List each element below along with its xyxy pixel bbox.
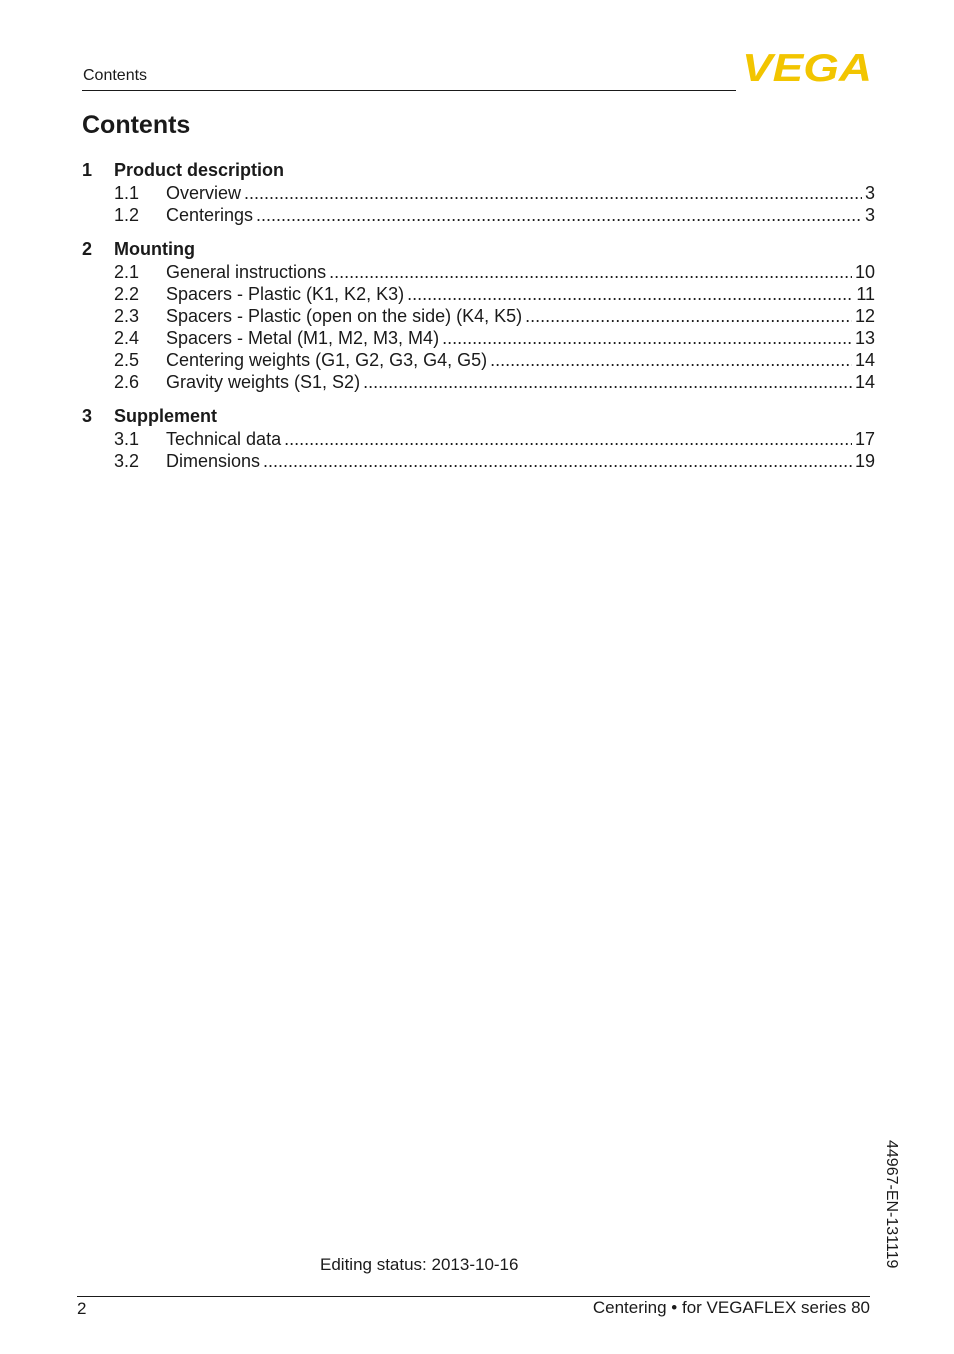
entry-page: 14 — [854, 372, 875, 392]
toc-entry[interactable] — [82, 183, 875, 205]
running-header: Contents — [83, 67, 148, 84]
entry-title: Technical data — [166, 429, 282, 449]
toc-entry[interactable] — [82, 306, 875, 328]
entry-title: Dimensions — [166, 451, 261, 471]
toc-chapter-heading[interactable] — [82, 237, 875, 262]
page-number: 2 — [77, 1299, 87, 1318]
toc-chapter — [82, 158, 875, 227]
toc-chapter-heading[interactable] — [82, 404, 875, 429]
page-title: Contents — [82, 111, 191, 139]
editing-status: Editing status: 2013-10-16 — [320, 1255, 519, 1274]
entry-title: Centering weights (G1, G2, G3, G4, G5) — [166, 350, 488, 370]
vega-logo — [742, 50, 874, 84]
entry-number: 3.2 — [114, 451, 140, 471]
dot-leader — [407, 284, 853, 305]
entry-page: 11 — [856, 284, 875, 304]
entry-page: 19 — [854, 451, 875, 471]
table-of-contents — [82, 158, 875, 483]
document-code: 44967-EN-131119 — [883, 1140, 900, 1269]
entry-page: 3 — [864, 183, 875, 203]
entry-number: 2.4 — [114, 328, 140, 348]
entry-number: 2.3 — [114, 306, 140, 326]
chapter-title: Mounting — [114, 239, 195, 259]
chapter-number: 1 — [82, 160, 93, 180]
toc-entry[interactable] — [82, 262, 875, 284]
svg-text:VEGA: VEGA — [742, 50, 872, 84]
toc-chapter — [82, 237, 875, 394]
entry-number: 2.1 — [114, 262, 140, 282]
toc-entry[interactable] — [82, 372, 875, 394]
toc-entry[interactable] — [82, 205, 875, 227]
toc-chapter — [82, 404, 875, 473]
entry-title: Overview — [166, 183, 242, 203]
entry-number: 3.1 — [114, 429, 140, 449]
chapter-title: Product description — [114, 160, 285, 180]
entry-number: 2.2 — [114, 284, 140, 304]
toc-chapter-heading[interactable] — [82, 158, 875, 183]
header-rule — [82, 90, 736, 91]
entry-title: Gravity weights (S1, S2) — [166, 372, 361, 392]
chapter-title: Supplement — [114, 406, 218, 426]
dot-leader — [244, 183, 862, 204]
dot-leader — [284, 429, 852, 450]
entry-page: 3 — [864, 205, 875, 225]
chapter-number: 3 — [82, 406, 93, 426]
dot-leader — [525, 306, 852, 327]
toc-entry[interactable] — [82, 328, 875, 350]
toc-entry[interactable] — [82, 451, 875, 473]
dot-leader — [442, 328, 852, 349]
entry-number: 2.5 — [114, 350, 140, 370]
entry-title: Spacers - Plastic (K1, K2, K3) — [166, 284, 405, 304]
chapter-number: 2 — [82, 239, 93, 259]
dot-leader — [256, 205, 862, 226]
entry-page: 13 — [854, 328, 875, 348]
entry-page: 10 — [854, 262, 875, 282]
entry-page: 14 — [854, 350, 875, 370]
toc-entry[interactable] — [82, 429, 875, 451]
toc-entry[interactable] — [82, 284, 875, 306]
entry-title: General instructions — [166, 262, 327, 282]
entry-number: 2.6 — [114, 372, 140, 392]
dot-leader — [363, 372, 852, 393]
entry-page: 12 — [854, 306, 875, 326]
dot-leader — [490, 350, 852, 371]
entry-number: 1.2 — [114, 205, 140, 225]
entry-number: 1.1 — [114, 183, 140, 203]
entry-title: Centerings — [166, 205, 254, 225]
entry-title: Spacers - Plastic (open on the side) (K4, K5) — [166, 306, 523, 326]
entry-title: Spacers - Metal (M1, M2, M3, M4) — [166, 328, 440, 348]
toc-entry[interactable] — [82, 350, 875, 372]
entry-page: 17 — [854, 429, 875, 449]
dot-leader — [329, 262, 852, 283]
dot-leader — [263, 451, 852, 472]
footer-document-title: Centering • for VEGAFLEX series 80 — [592, 1298, 870, 1317]
footer-rule — [77, 1296, 870, 1297]
